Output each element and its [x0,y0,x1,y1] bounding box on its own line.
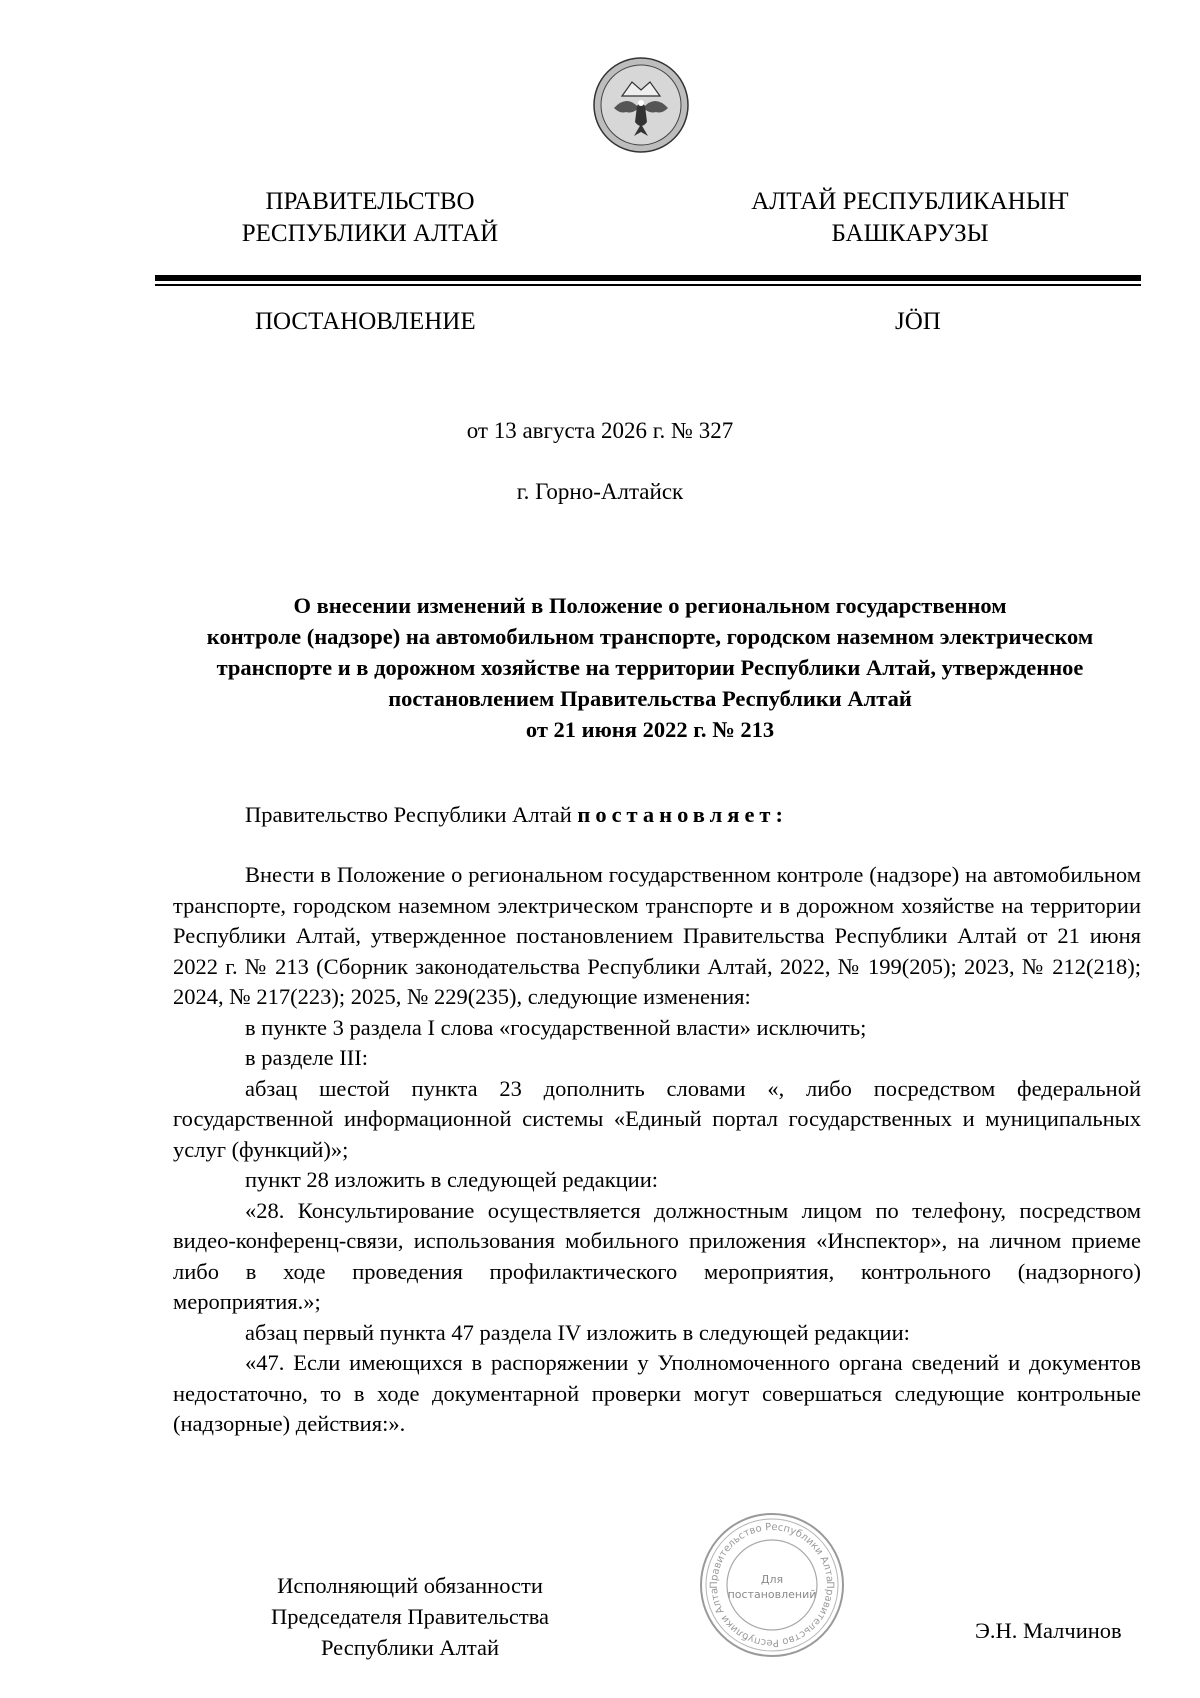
signatory-name: Э.Н. Малчинов [975,1618,1122,1643]
stamp-seal-icon [697,1510,847,1660]
body-paragraph-4: абзац шестой пункта 23 дополнить словами «, либо посредством федеральной государственной информационной системы «Единый портал государственных и муниципальных услуг (функций)»; [173,1075,1141,1162]
title-line5: от 21 июня 2022 г. № 213 [525,717,775,742]
doc-type-altai: JÖП [895,308,941,335]
preamble [245,800,788,831]
body-paragraph-5: пункт 28 изложить в следующей редакции: [245,1167,659,1192]
signatory-title-line2: Председателя Правительства [270,1604,550,1629]
body-paragraph-2: в пункте 3 раздела I слова «государственной власти» исключить; [245,1014,867,1040]
republic-altai-coat-of-arms-icon [592,56,690,154]
stamp-center-line2: постановлений [727,1588,817,1601]
signatory-title [220,1570,600,1663]
coat-of-arms-emblem [592,56,690,154]
body-paragraph-1: Внести в Положение о региональном государственном контроле (надзоре) на автомобильном транспорте, городском наземном электрическом транспорте и в дорожном хозяйстве на территории Республики Алтай, утвержденное постановлением Правительства Республики Алтай от 21 июня 2022 г. № 213 (Сборник законодательства Республики Алтай, 2022, № 199(205); 2023, № 212(218); 2024, № 217(223); 2025, № 229(235), следующие изменения: [173,862,1141,1009]
government-name-russian [190,186,550,250]
government-name-altai-line1: АЛТАЙ РЕСПУБЛИКАНЫҤ [751,188,1069,215]
body-paragraph-8: «47. Если имеющихся в распоряжении у Уполномоченного органа сведений и документов недостаточно, то в ходе документарной проверки могут совершаться следующие контрольные (надзорные) действия:». [173,1350,1141,1436]
document-city: г. Горно-Алтайск [516,479,684,504]
header-rule-thin [155,284,1141,286]
title-line3: транспорте и в дорожном хозяйстве на территории Республики Алтай, утвержденное [216,655,1084,680]
document-title [150,590,1150,745]
document-body [173,860,1141,1440]
stamp-ring-text: Правительство Республики Алта [708,1521,835,1589]
government-name-line2: РЕСПУБЛИКИ АЛТАЙ [241,220,499,247]
government-name-altai [720,186,1100,250]
stamp-ring-text-bottom: Правительство Республики Алта [709,1581,836,1649]
government-name-altai-line2: БАШКАРУЗЫ [831,220,989,247]
body-paragraph-3: в разделе III: [245,1045,368,1070]
title-line4: постановлением Правительства Республики Алтай [388,686,912,711]
document-date-number: от 13 августа 2026 г. № 327 [466,418,734,443]
body-paragraph-7: абзац первый пункта 47 раздела IV изложить в следующей редакции: [245,1319,910,1345]
official-stamp [697,1510,847,1660]
header-rule-thick [155,275,1141,281]
body-paragraph-6: «28. Консультирование осуществляется должностным лицом по телефону, посредством видео-конференц-связи, использования мобильного приложения «Инспектор», на личном приеме либо в ходе проведения профилактического мероприятия, контрольного (надзорного) мероприятия.»; [173,1197,1141,1314]
government-name-line1: ПРАВИТЕЛЬСТВО [265,188,475,215]
preamble-resolves: постановляет: [577,802,788,827]
stamp-center-line1: Для [760,1573,784,1586]
signatory-title-line1: Исполняющий обязанности [277,1573,543,1598]
title-line1: О внесении изменений в Положение о региональном государственном [293,593,1007,618]
doc-type-russian: ПОСТАНОВЛЕНИЕ [255,308,476,335]
signatory-title-line3: Республики Алтай [320,1635,500,1660]
title-line2: контроле (надзоре) на автомобильном транспорте, городском наземном электрическом [206,624,1094,649]
preamble-text: Правительство Республики Алтай [245,802,578,827]
